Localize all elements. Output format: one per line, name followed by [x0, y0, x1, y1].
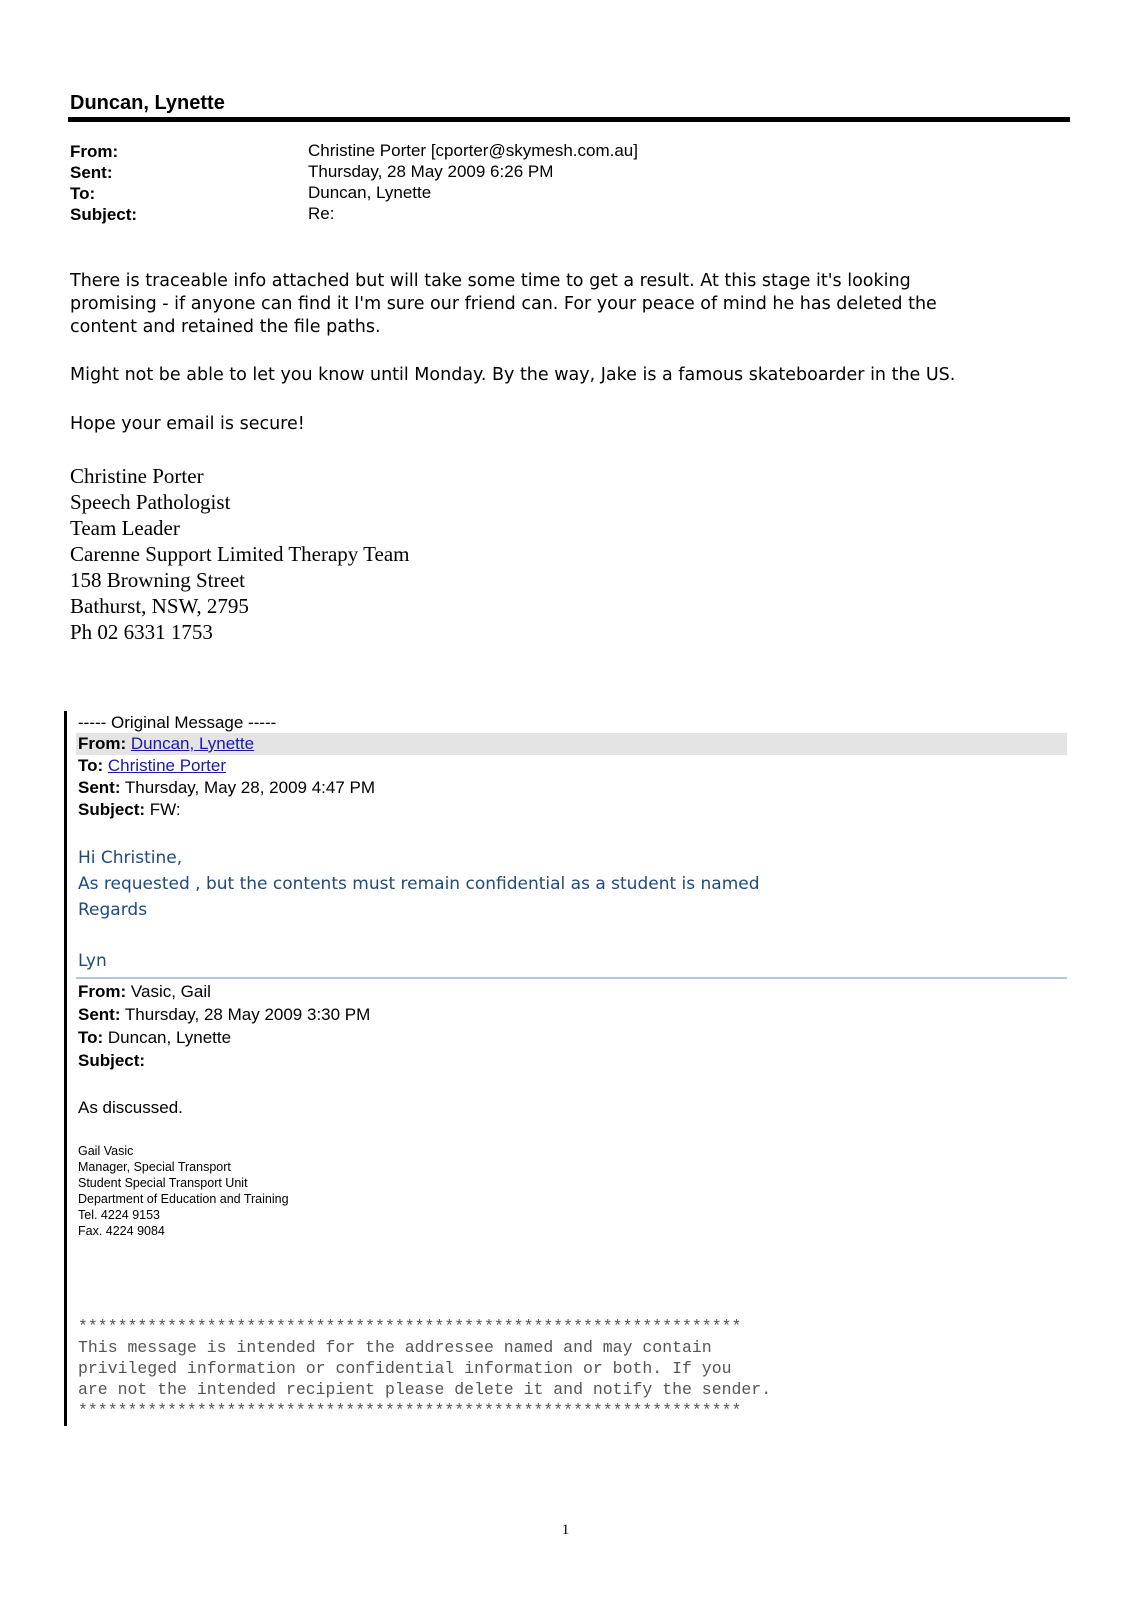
signature-phone: Ph 02 6331 1753 — [70, 620, 213, 644]
from-label: From: — [70, 142, 119, 161]
original-subject-label: Subject: — [78, 800, 146, 819]
forwarded-sent-value: Thursday, 28 May 2009 3:30 PM — [124, 1005, 371, 1024]
original-from-link[interactable]: Duncan, Lynette — [130, 734, 255, 753]
signature-organisation: Carenne Support Limited Therapy Team — [70, 542, 410, 566]
original-signoff: Lyn — [78, 951, 107, 971]
to-value: Duncan, Lynette — [308, 183, 432, 202]
original-sent-label: Sent: — [78, 778, 121, 797]
subject-label: Subject: — [70, 205, 138, 224]
forwarded-to-label: To: — [78, 1028, 104, 1047]
signature-title: Speech Pathologist — [70, 490, 231, 514]
signature-street: 158 Browning Street — [70, 568, 245, 592]
forwarded-to-row — [78, 1027, 231, 1049]
header-rule — [68, 117, 1070, 122]
signature-name: Christine Porter — [70, 464, 204, 488]
original-from-label: From: — [78, 734, 127, 753]
original-sent-row — [78, 777, 375, 799]
forwarded-message: As discussed. — [78, 1098, 183, 1117]
forward-separator — [76, 977, 1067, 979]
mailbox-owner-title: Duncan, Lynette — [70, 92, 225, 114]
forwarded-signature-fax: Fax. 4224 9084 — [78, 1224, 165, 1238]
forwarded-signature-tel: Tel. 4224 9153 — [78, 1208, 161, 1222]
forwarded-sent-label: Sent: — [78, 1005, 121, 1024]
body-paragraph-1-line-2: promising - if anyone can find it I'm sure our friend can. For your peace of mind he has deleted the — [70, 294, 937, 314]
disclaimer-line-1: This message is intended for the addressee named and may contain — [78, 1338, 712, 1357]
original-to-link[interactable]: Christine Porter — [107, 756, 227, 775]
forwarded-signature-title: Manager, Special Transport — [78, 1160, 231, 1174]
original-subject-row — [78, 799, 181, 821]
body-paragraph-1-line-3: content and retained the file paths. — [70, 317, 381, 337]
forwarded-subject-row — [78, 1050, 145, 1072]
from-value: Christine Porter [cporter@skymesh.com.au] — [308, 141, 638, 160]
original-from-row — [78, 733, 254, 755]
to-label: To: — [70, 184, 96, 203]
original-closing: Regards — [78, 900, 148, 920]
disclaimer-line-3: are not the intended recipient please delete it and notify the sender. — [78, 1380, 772, 1399]
body-paragraph-2: Might not be able to let you know until Monday. By the way, Jake is a famous skateboarder in the US. — [70, 365, 956, 385]
original-to-label: To: — [78, 756, 104, 775]
forwarded-from-label: From: — [78, 982, 127, 1001]
forwarded-signature-unit: Student Special Transport Unit — [78, 1176, 248, 1190]
forwarded-from-row — [78, 981, 211, 1003]
forwarded-signature-name: Gail Vasic — [78, 1144, 134, 1158]
original-sent-value: Thursday, May 28, 2009 4:47 PM — [124, 778, 376, 797]
page-number: 1 — [561, 1522, 570, 1538]
original-message-body: As requested , but the contents must remain confidential as a student is named — [78, 874, 760, 894]
disclaimer-stars-bottom: ******************************************************************* — [78, 1401, 742, 1420]
body-paragraph-1-line-1: There is traceable info attached but will take some time to get a result. At this stage it's looking — [70, 271, 911, 291]
disclaimer-stars-top: ******************************************************************* — [78, 1317, 742, 1336]
forwarded-signature-department: Department of Education and Training — [78, 1192, 289, 1206]
signature-city: Bathurst, NSW, 2795 — [70, 594, 249, 618]
forwarded-from-value: Vasic, Gail — [130, 982, 211, 1001]
sent-value: Thursday, 28 May 2009 6:26 PM — [308, 162, 554, 181]
forwarded-subject-label: Subject: — [78, 1051, 146, 1070]
signature-role: Team Leader — [70, 516, 180, 540]
forwarded-to-value: Duncan, Lynette — [107, 1028, 232, 1047]
quoted-message-bar — [64, 711, 67, 1426]
forwarded-sent-row — [78, 1004, 370, 1026]
original-message-title: ----- Original Message ----- — [78, 713, 277, 732]
disclaimer-line-2: privileged information or confidential information or both. If you — [78, 1359, 732, 1378]
original-subject-value: FW: — [149, 800, 181, 819]
original-to-row — [78, 755, 226, 777]
original-greeting: Hi Christine, — [78, 848, 183, 868]
sent-label: Sent: — [70, 163, 113, 182]
subject-value: Re: — [308, 204, 335, 223]
body-paragraph-3: Hope your email is secure! — [70, 414, 305, 434]
